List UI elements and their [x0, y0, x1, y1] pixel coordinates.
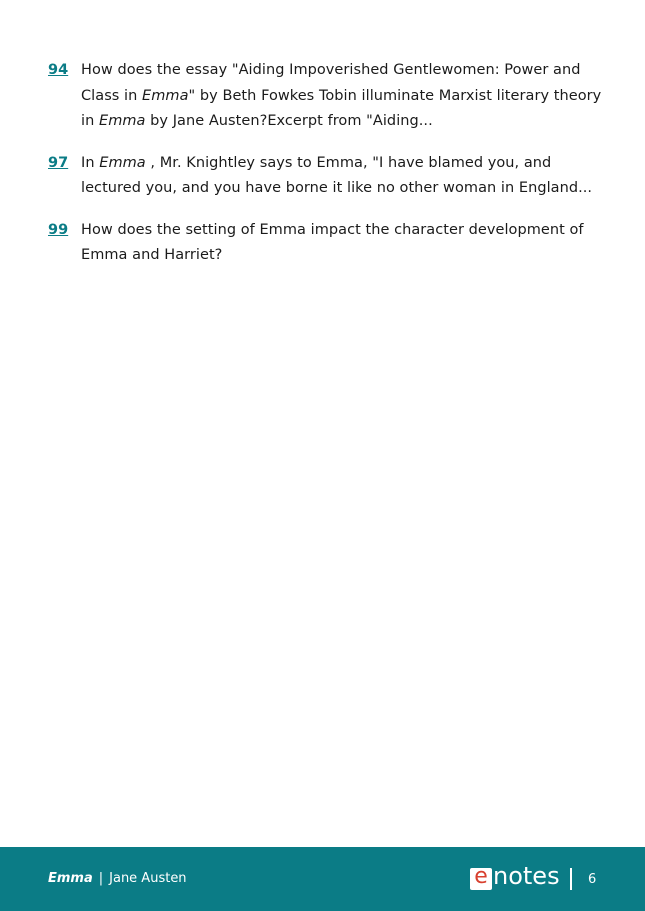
footer-divider	[570, 868, 572, 890]
question-text: How does the setting of Emma impact the character development of Emma and Harriet?	[81, 221, 584, 263]
question-text-segment: How does the essay "Aiding Impoverished Gentlewomen: Power and Class in	[81, 62, 581, 104]
book-title-italic: Emma	[99, 154, 146, 171]
page-footer	[0, 847, 645, 911]
question-list	[48, 58, 604, 285]
question-number-link[interactable]: 99	[48, 221, 69, 238]
question-text-segment: , Mr. Knightley says to Emma, "I have blamed you, and lectured you, and you have borne it like no other woman in England...	[81, 154, 593, 196]
question-text	[81, 58, 604, 135]
book-title-italic: Emma	[98, 113, 146, 129]
book-title-italic: Emma"	[142, 87, 196, 104]
footer-book-info	[48, 871, 187, 886]
logo-e-icon	[470, 864, 492, 890]
question-item	[48, 151, 604, 202]
page-number: 6	[588, 872, 597, 887]
footer-book-title: Emma	[48, 871, 93, 886]
question-item	[48, 58, 604, 135]
question-text-segment: In	[81, 154, 100, 171]
logo-e-letter: e	[474, 864, 488, 889]
question-number-link[interactable]: 97	[48, 154, 69, 171]
question-text	[81, 151, 604, 202]
question-number-link[interactable]: 94	[48, 62, 69, 78]
logo-wordmark: notes	[493, 862, 560, 890]
footer-separator: |	[98, 871, 104, 886]
question-item	[48, 218, 604, 269]
footer-author: Jane Austen	[109, 871, 187, 886]
question-text-segment: by Beth Fowkes Tobin illuminate Marxist literary theory in	[81, 87, 602, 129]
question-text-segment: by Jane Austen?Excerpt from "Aiding...	[145, 113, 433, 129]
enotes-logo	[470, 862, 560, 891]
